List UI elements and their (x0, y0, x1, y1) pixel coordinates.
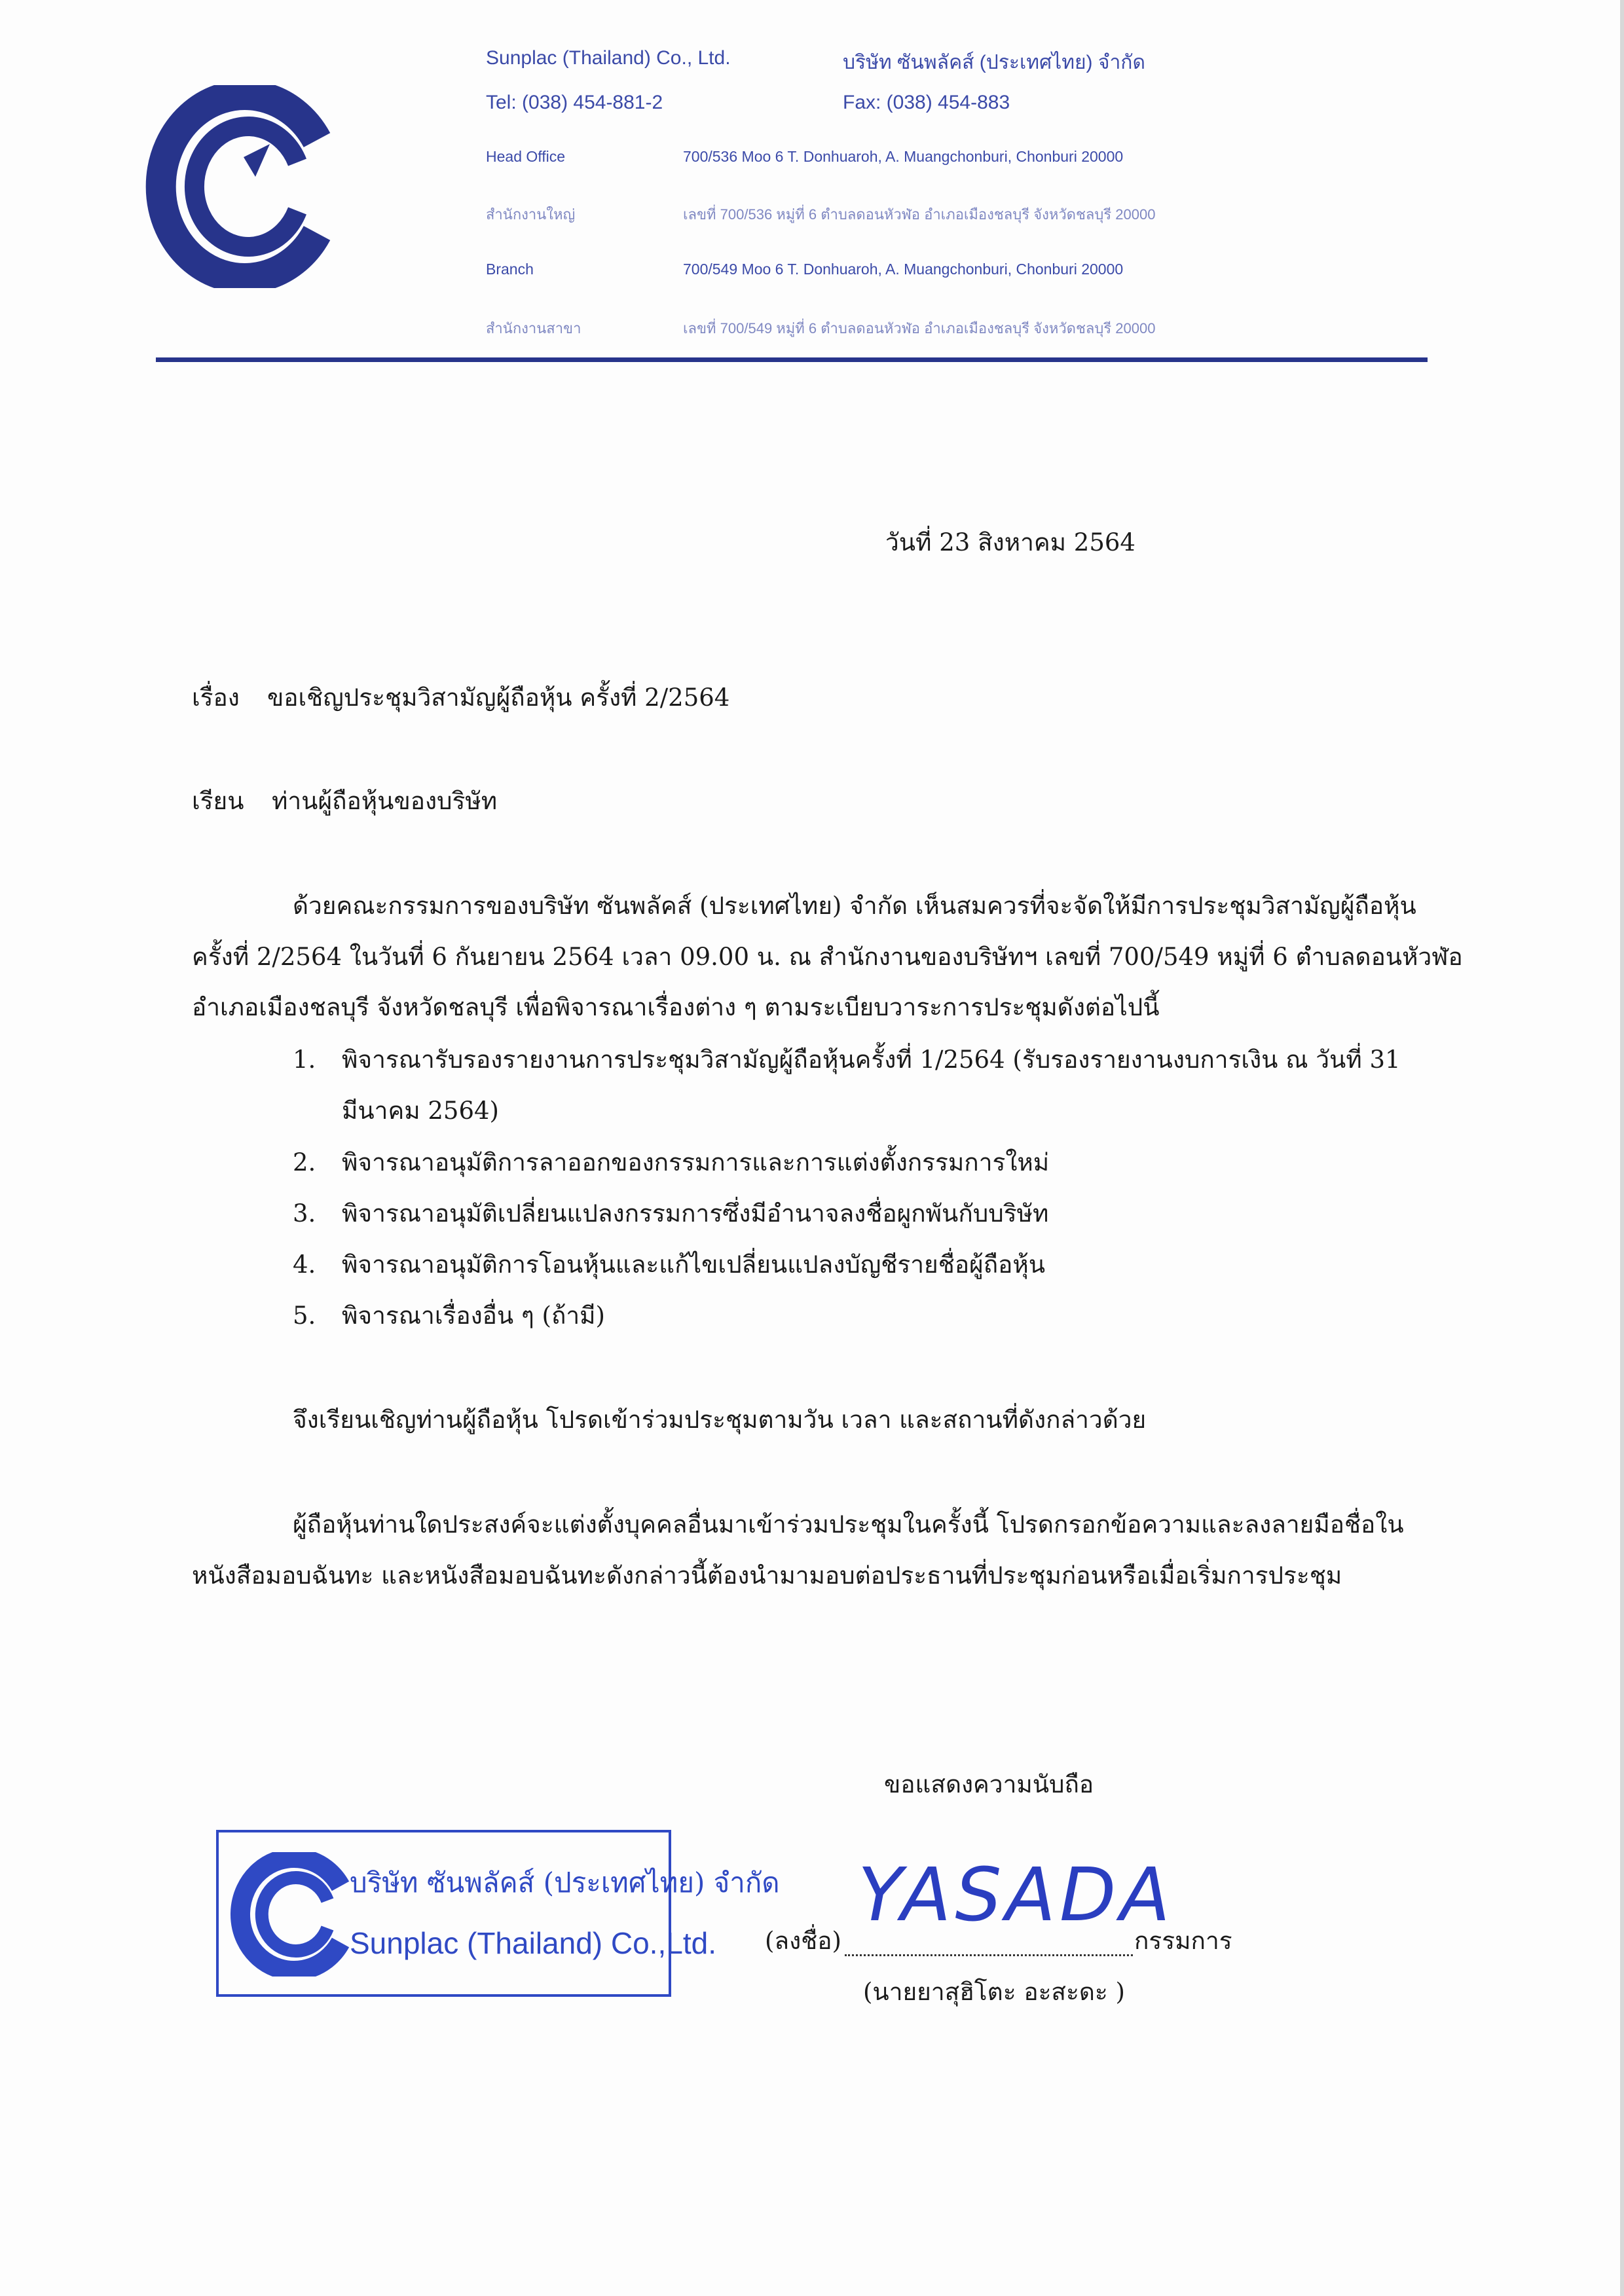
closing: ขอแสดงความนับถือ (884, 1770, 1094, 1798)
paragraph-1-line-1: ด้วยคณะกรรมการของบริษัท ซันพลัคส์ (ประเทศไทย) จำกัด เห็นสมควรที่จะจัดให้มีการประชุมวิสามัญผู้ถือหุ้น (293, 892, 1416, 920)
letterhead-rule (156, 357, 1428, 362)
recipient-label: เรียน (192, 787, 244, 815)
branch-address: 700/549 Moo 6 T. Donhuaroh, A. Muangchonburi, Chonburi 20000 (683, 261, 1124, 278)
branch-label-th: สำนักงานสาขา (486, 320, 581, 337)
agenda-number: 2. (293, 1148, 316, 1176)
agenda-item: พิจารณารับรองรายงานการประชุมวิสามัญผู้ถือหุ้นครั้งที่ 1/2564 (รับรองรายงานงบการเงิน ณ วันที่ 31 (342, 1046, 1401, 1074)
signature-line (845, 1954, 1133, 1956)
paragraph-2: จึงเรียนเชิญท่านผู้ถือหุ้น โปรดเข้าร่วมประชุมตามวัน เวลา และสถานที่ดังกล่าวด้วย (293, 1406, 1147, 1434)
company-name-en: Sunplac (Thailand) Co., Ltd. (486, 47, 731, 69)
agenda-item: พิจารณาอนุมัติเปลี่ยนแปลงกรรมการซึ่งมีอำนาจลงชื่อผูกพันกับบริษัท (342, 1199, 1049, 1228)
stamp-company-th: บริษัท ซันพลัคส์ (ประเทศไทย) จำกัด (350, 1867, 780, 1899)
agenda-number: 5. (293, 1302, 316, 1330)
recipient: ท่านผู้ถือหุ้นของบริษัท (272, 787, 498, 815)
agenda-number: 1. (293, 1046, 316, 1074)
telephone: Tel: (038) 454-881-2 (486, 92, 663, 113)
company-logo (145, 85, 335, 288)
paragraph-1-line-2: ครั้งที่ 2/2564 ในวันที่ 6 กันยายน 2564 เวลา 09.00 น. ณ สำนักงานของบริษัทฯ เลขที่ 700/549 หมู่ที่ 6 ตำบลดอนหัวฬ่อ (192, 943, 1463, 971)
subject-label: เรื่อง (192, 683, 240, 712)
agenda-number: 4. (293, 1250, 316, 1279)
paragraph-1-line-3: อำเภอเมืองชลบุรี จังหวัดชลบุรี เพื่อพิจารณาเรื่องต่าง ๆ ตามระเบียบวาระการประชุมดังต่อไปนี้ (192, 993, 1160, 1021)
head-office-address-th: เลขที่ 700/536 หมู่ที่ 6 ตำบลดอนหัวฬ่อ อำเภอเมืองชลบุรี จังหวัดชลบุรี 20000 (683, 206, 1156, 223)
stamp-company-en: Sunplac (Thailand) Co.,Ltd. (350, 1926, 716, 1960)
agenda-item: พิจารณาเรื่องอื่น ๆ (ถ้ามี) (342, 1302, 605, 1330)
branch-label: Branch (486, 261, 534, 278)
company-name-th: บริษัท ซันพลัคส์ (ประเทศไทย) จำกัด (843, 52, 1145, 73)
signer-title: กรรมการ (1134, 1927, 1232, 1955)
head-office-address: 700/536 Moo 6 T. Donhuaroh, A. Muangchonburi, Chonburi 20000 (683, 148, 1124, 165)
branch-address-th: เลขที่ 700/549 หมู่ที่ 6 ตำบลดอนหัวฬ่อ อำเภอเมืองชลบุรี จังหวัดชลบุรี 20000 (683, 320, 1156, 337)
company-stamp (216, 1830, 780, 1997)
paragraph-3-line-1: ผู้ถือหุ้นท่านใดประสงค์จะแต่งตั้งบุคคลอื่นมาเข้าร่วมประชุมในครั้งนี้ โปรดกรอกข้อความและลงลายมือชื่อใน (293, 1510, 1404, 1539)
agenda-item: พิจารณาอนุมัติการโอนหุ้นและแก้ไขเปลี่ยนแปลงบัญชีรายชื่อผู้ถือหุ้น (342, 1250, 1046, 1279)
letter-date: วันที่ 23 สิงหาคม 2564 (885, 528, 1135, 556)
fax: Fax: (038) 454-883 (843, 92, 1010, 113)
paragraph-3-line-2: หนังสือมอบฉันทะ และหนังสือมอบฉันทะดังกล่าวนี้ต้องนำมามอบต่อประธานที่ประชุมก่อนหรือเมื่อเริ่มการประชุม (192, 1561, 1342, 1590)
agenda-item: พิจารณาอนุมัติการลาออกของกรรมการและการแต่งตั้งกรรมการใหม่ (342, 1148, 1050, 1176)
agenda-number: 3. (293, 1199, 316, 1228)
head-office-label: Head Office (486, 148, 566, 165)
stamp-logo (228, 1852, 352, 1977)
handwritten-signature: YASADA (858, 1853, 1174, 1938)
signer-name: (นายยาสุฮิโตะ อะสะดะ ) (863, 1978, 1125, 2006)
signature-label: (ลงชื่อ) (765, 1927, 841, 1955)
agenda-item-continued: มีนาคม 2564) (342, 1097, 499, 1125)
head-office-label-th: สำนักงานใหญ่ (486, 206, 576, 223)
subject: ขอเชิญประชุมวิสามัญผู้ถือหุ้น ครั้งที่ 2/2564 (267, 683, 730, 712)
page-edge (1620, 0, 1624, 2296)
